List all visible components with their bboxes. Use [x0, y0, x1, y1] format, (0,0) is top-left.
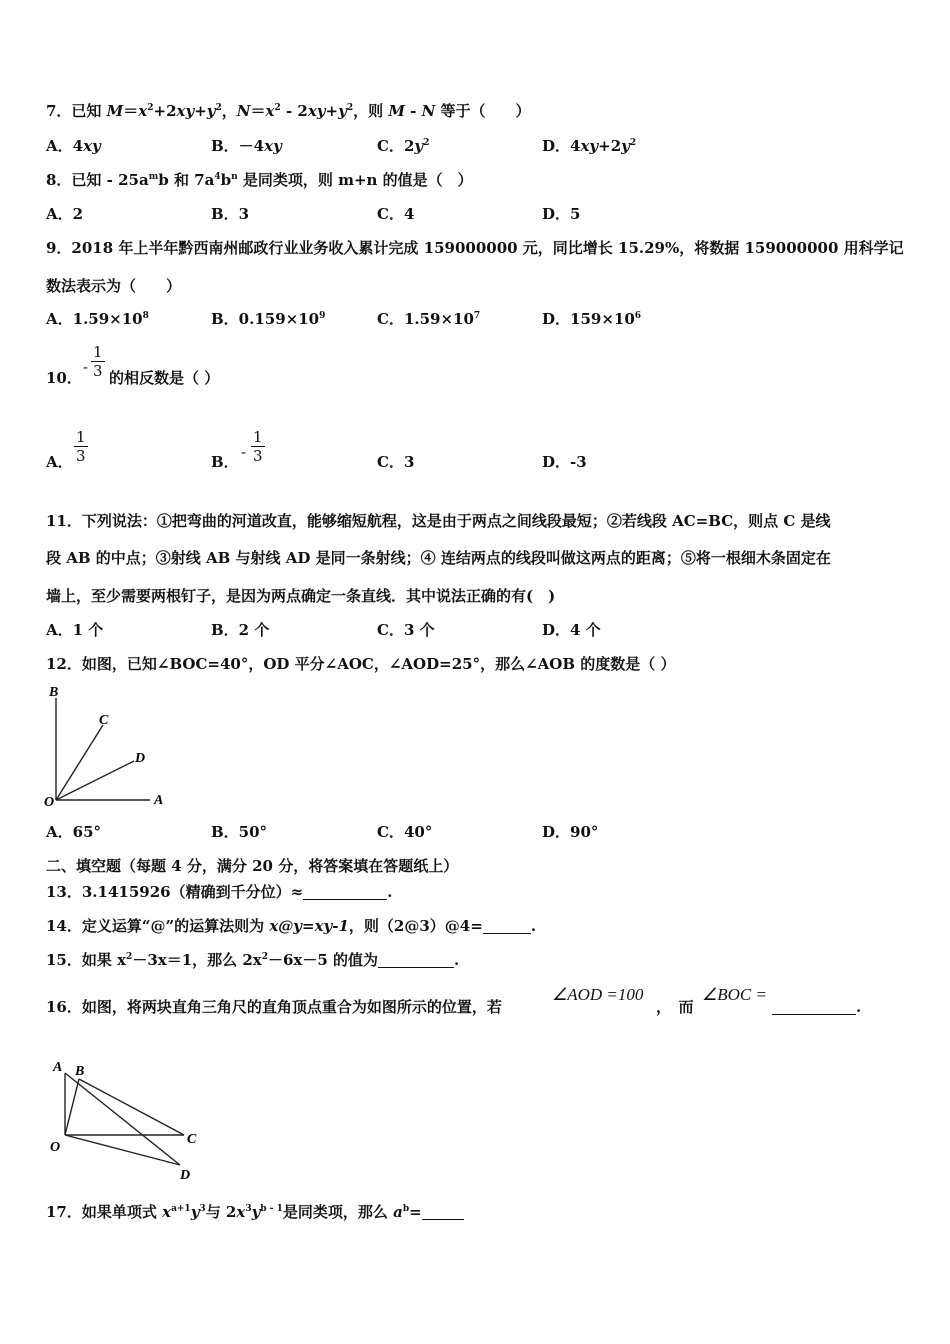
q16-angle-aod: ∠AOD =100 [552, 985, 644, 1004]
q9-option-d[interactable]: D．$159\times 10^6$ [542, 310, 642, 328]
label-c: C [187, 1132, 197, 1147]
q7-stem: 7．已知 $M=x^2+2xy+y^2$，$N=x^2 - 2xy+y^2$，则 M - N 等于（ ） [46, 102, 531, 120]
q11-option-d[interactable]: D．4 个 [542, 621, 601, 639]
q10-minus-sign: - [83, 358, 89, 376]
label-b: B [49, 685, 59, 700]
label-d: D [180, 1168, 191, 1183]
label-a: A [53, 1060, 63, 1075]
q8-option-c[interactable]: C．4 [377, 205, 415, 223]
q11-stem-line3: 墙上，至少需要两根钉子，是因为两点确定一条直线．其中说法正确的有( ) [46, 587, 556, 605]
q16-stem-mid: ， 而 [656, 998, 694, 1016]
q10-option-a-numerator: 1 [76, 428, 86, 446]
q13-stem: 13．3.1415926（精确到千分位）≈ . [46, 883, 393, 901]
q12-option-c[interactable]: C．40° [377, 823, 433, 841]
q10-stem-tail: 的相反数是（ ） [109, 369, 220, 387]
q15-answer-blank[interactable] [378, 953, 454, 968]
q7-option-a[interactable]: A．4xy [46, 137, 101, 155]
q15-stem: 15．如果 $x^2-3x=1$，那么 $2x^2-6x-5$ 的值为 . [46, 951, 460, 969]
q12-option-b[interactable]: B．50° [211, 823, 268, 841]
q9-option-c[interactable]: C．$1.59\times 10^7$ [377, 310, 481, 328]
q12-angle-figure [40, 680, 175, 810]
q16-stem: 16．如图，将两块直角三角尺的直角顶点重合为如图所示的位置，若 [46, 998, 502, 1016]
q10-option-b[interactable]: B． [211, 453, 239, 471]
q11-stem-line2: 段 AB 的中点；③射线 AB 与射线 AD 是同一条射线；④ 连结两点的线段叫做这两点的距离；⑤将一根细木条固定在 [46, 549, 831, 567]
q12-stem: 12．如图，已知∠BOC=40°，OD 平分∠AOC，∠AOD=25°，那么∠AOB 的度数是（ ） [46, 655, 676, 673]
q9-stem-line1: 9．2018 年上半年黔西南州邮政行业业务收入累计完成 159000000 元，同比增长 15.29%，将数据 159000000 用科学记 [46, 239, 904, 257]
q16-triangles-figure [44, 1055, 209, 1185]
label-d: D [135, 751, 146, 766]
label-a: A [154, 793, 164, 808]
q10-option-a-fraction [74, 429, 88, 466]
q11-option-c[interactable]: C．3 个 [377, 621, 435, 639]
label-o: O [50, 1140, 61, 1155]
q12-option-a[interactable]: A．65° [46, 823, 102, 841]
q8-option-a[interactable]: A．2 [46, 205, 84, 223]
segment-od [65, 1135, 180, 1165]
q11-stem-line1: 11．下列说法：①把弯曲的河道改直，能够缩短航程，这是由于两点之间线段最短；②若线段 AC=BC，则点 C 是线 [46, 512, 831, 530]
q12-option-d[interactable]: D．90° [542, 823, 599, 841]
q14-stem: 14．定义运算“@”的运算法则为 x@y=xy-1，则（2@3）@4= . [46, 917, 537, 935]
q10-option-b-fraction [251, 429, 265, 466]
q10-number: 10． [46, 369, 82, 387]
label-c: C [99, 713, 109, 728]
q9-option-a[interactable]: A．$1.59\times 10^8$ [46, 310, 149, 328]
q14-answer-blank[interactable] [483, 919, 531, 934]
q10-fraction [91, 344, 105, 381]
q8-option-b[interactable]: B．3 [211, 205, 250, 223]
q10-option-b-numerator: 1 [253, 428, 263, 446]
q11-option-a[interactable]: A．1 个 [46, 621, 104, 639]
q7-option-b[interactable]: B．－4xy [211, 137, 282, 155]
q13-answer-blank[interactable] [303, 885, 387, 900]
q7-option-c[interactable]: C．$2y^2$ [377, 137, 430, 155]
q9-stem-line2: 数法表示为（ ） [46, 277, 182, 295]
q10-fraction-denominator: 3 [93, 362, 103, 380]
segment-ob [65, 1079, 79, 1135]
q9-option-b[interactable]: B．$0.159\times 10^9$ [211, 310, 326, 328]
q16-answer: . [772, 997, 861, 1017]
label-o: O [44, 795, 55, 810]
q8-option-d[interactable]: D．5 [542, 205, 581, 223]
q16-answer-blank[interactable] [772, 1000, 856, 1015]
q10-option-a[interactable]: A． [46, 453, 73, 471]
q17-stem: 17．如果单项式 $x^{a+1}y^3$与 $2x^3y^{b - 1}$是同类项，那么 $a^b=$ [46, 1202, 464, 1222]
q16-angle-boc: ∠BOC = [702, 985, 767, 1004]
q8-stem: 8．已知 - $25a^mb$ 和 $7a^4b^n$ 是同类项，则 m+n 的值是（ ） [46, 171, 473, 189]
q10-fraction-numerator: 1 [93, 343, 103, 361]
section-2-heading: 二、填空题（每题 4 分，满分 20 分，将答案填在答题纸上） [46, 857, 459, 875]
label-b: B [75, 1064, 85, 1079]
q10-option-b-denominator: 3 [253, 447, 263, 465]
segment-ad [65, 1073, 180, 1165]
q11-option-b[interactable]: B．2 个 [211, 621, 270, 639]
q10-option-d[interactable]: D．-3 [542, 453, 587, 471]
q17-answer-blank[interactable] [422, 1205, 464, 1220]
q10-option-a-denominator: 3 [76, 447, 86, 465]
q10-option-b-minus: - [241, 443, 247, 461]
q10-option-c[interactable]: C．3 [377, 453, 415, 471]
q7-option-d[interactable]: D．$4xy+2y^2$ [542, 137, 637, 155]
